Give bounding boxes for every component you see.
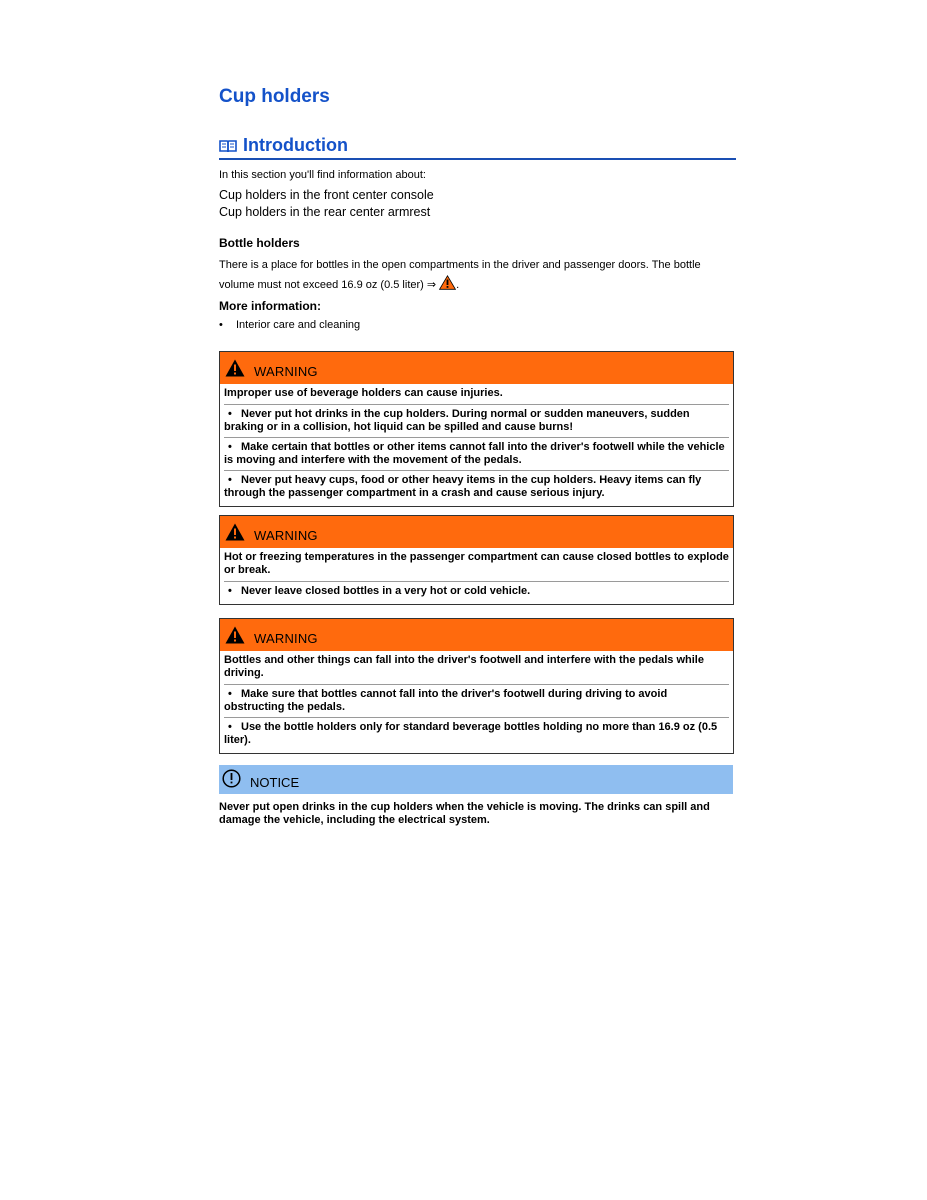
warning-box-1 <box>219 351 734 507</box>
introduction-lead: In this section you'll find information about: <box>219 169 426 181</box>
warning-intro: Bottles and other things can fall into the driver's footwell and interfere with the pedals while driving. <box>224 654 704 679</box>
warning-item-text: Make sure that bottles cannot fall into the driver's footwell during driving to avoid obstructing the pedals. <box>224 688 668 713</box>
bullet: • <box>228 721 232 733</box>
notice-header <box>219 765 733 794</box>
warning-body <box>220 548 733 604</box>
warning-item-text: Use the bottle holders only for standard beverage bottles holding no more than 16.9 oz (0.5 liter). <box>224 721 718 746</box>
warning-triangle-icon <box>225 626 245 644</box>
warning-header <box>220 619 733 651</box>
warning-item-text: Never leave closed bottles in a very hot or cold vehicle. <box>241 585 531 597</box>
warning-label: WARNING <box>254 631 318 646</box>
warning-triangle-icon[interactable] <box>439 275 456 290</box>
warning-item <box>224 684 729 714</box>
warning-item <box>224 470 729 500</box>
bullet: • <box>228 688 232 700</box>
bullet: • <box>219 319 223 331</box>
link-rear-cup-holders[interactable]: Cup holders in the rear center armrest <box>219 205 431 219</box>
warning-item <box>224 717 729 747</box>
warning-intro: Improper use of beverage holders can cause injuries. <box>224 387 503 399</box>
bullet: • <box>228 474 232 486</box>
notice-text: Never put open drinks in the cup holders when the vehicle is moving. The drinks can spill and damage the vehicle, including the electrical system. <box>219 801 710 826</box>
warning-item <box>224 437 729 467</box>
more-info-item[interactable] <box>219 319 360 331</box>
warning-header <box>220 352 733 384</box>
bottle-holders-text-end: . <box>456 279 460 291</box>
more-info-heading: More information: <box>219 299 321 313</box>
bottle-holders-heading: Bottle holders <box>219 236 300 250</box>
warning-item-text: Never put heavy cups, food or other heavy items in the cup holders. Heavy items can fly through the passenger compartment in a crash and cause serious injury. <box>224 474 702 499</box>
page-title: Cup holders <box>219 86 330 107</box>
bottle-holders-text <box>219 256 724 295</box>
link-interior-care[interactable]: Interior care and cleaning <box>236 319 361 331</box>
bottle-holders-text-main: There is a place for bottles in the open compartments in the driver and passenger doors. The bottle volume must not exceed 16.9 oz (0.5 liter) ⇒ <box>219 259 701 291</box>
introduction-heading <box>219 135 736 160</box>
introduction-links <box>219 187 434 221</box>
warning-label: WARNING <box>254 528 318 543</box>
bullet: • <box>228 585 232 597</box>
warning-item <box>224 581 729 598</box>
warning-triangle-icon <box>225 523 245 541</box>
warning-intro: Hot or freezing temperatures in the passenger compartment can cause closed bottles to explode or break. <box>224 551 729 576</box>
warning-triangle-icon <box>225 359 245 377</box>
warning-body <box>220 651 733 753</box>
warning-box-2 <box>219 515 734 605</box>
exclamation-circle-icon <box>222 769 241 788</box>
warning-body <box>220 384 733 506</box>
warning-item <box>224 404 729 434</box>
bullet: • <box>228 441 232 453</box>
bullet: • <box>228 408 232 420</box>
warning-label: WARNING <box>254 364 318 379</box>
warning-box-3 <box>219 618 734 754</box>
warning-item-text: Never put hot drinks in the cup holders. During normal or sudden maneuvers, sudden braking or in a collision, hot liquid can be spilled and cause burns! <box>224 408 690 433</box>
notice-label: NOTICE <box>250 775 300 790</box>
link-front-cup-holders[interactable]: Cup holders in the front center console <box>219 188 434 202</box>
introduction-title: Introduction <box>243 135 348 155</box>
warning-header <box>220 516 733 548</box>
warning-item-text: Make certain that bottles or other items cannot fall into the driver's footwell while the vehicle is moving and interfere with the movement of the pedals. <box>224 441 725 466</box>
book-icon <box>219 138 237 154</box>
